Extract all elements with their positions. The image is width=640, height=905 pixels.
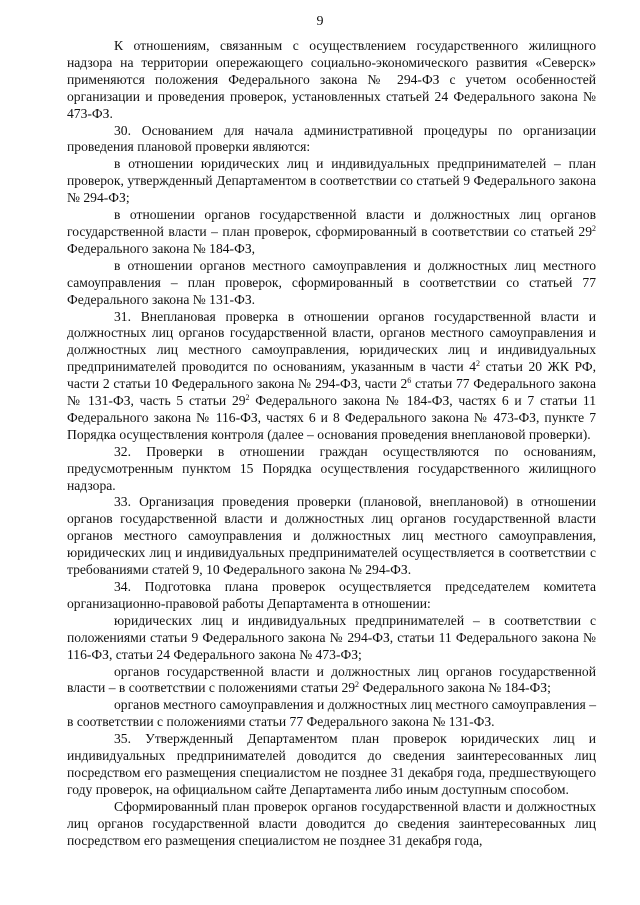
paragraph: органов местного самоуправления и должностных лиц местного самоуправления – в соответствии с положениями статьи 77 Федерального закона № 131-ФЗ. xyxy=(67,697,596,730)
paragraph: в отношении органов государственной власти и должностных лиц органов государственной власти – план проверок, сформированный в соответствии со статьей $29^2$ Федерального закона № 184-ФЗ, xyxy=(67,207,596,256)
paragraph: 33. Организация проведения проверки (плановой, внеплановой) в отношении органов государственной власти и должностных лиц органов государственной власти органов местного самоуправления и должностных лиц местного самоуправления, юридических лиц и индивидуальных предпринимателей осуществляется в соответствии с требованиями статей 9, 10 Федерального закона № 294-ФЗ. xyxy=(67,494,596,578)
paragraph: 35. Утвержденный Департаментом план проверок юридических лиц и индивидуальных предпринимателей доводится до сведения заинтересованных лиц посредством его размещения специалистом не позднее 31 декабря года, предшествующего году проверок, на официальном сайте Департамента либо иным доступным способом. xyxy=(67,731,596,797)
page-number: 9 xyxy=(316,14,324,29)
document-body xyxy=(67,38,596,850)
paragraph: 30. Основанием для начала административной процедуры по организации проведения плановой проверки являются: xyxy=(67,122,596,155)
paragraph: органов государственной власти и должностных лиц органов государственной власти – в соответствии с положениями статьи $29^2$ Федерального закона № 184-ФЗ; xyxy=(67,663,596,696)
paragraph: Сформированный план проверок органов государственной власти и должностных лиц органов государственной власти доводится до сведения заинтересованных лиц посредством его размещения специалистом не позднее 31 декабря года, xyxy=(67,798,596,848)
paragraph: юридических лиц и индивидуальных предпринимателей – в соответствии с положениями статьи 9 Федерального закона № 294-ФЗ, статьи 11 Федерального закона № 116-ФЗ, статьи 24 Федерального закона № 473-ФЗ; xyxy=(67,612,596,662)
paragraph: в отношении органов местного самоуправления и должностных лиц местного самоуправления – план проверок, сформированный в соответствии со статьей 77 Федерального закона № 131-ФЗ. xyxy=(67,257,596,307)
paragraph: 34. Подготовка плана проверок осуществляется председателем комитета организационно-правовой работы Департамента в отношении: xyxy=(67,579,596,611)
paragraph: 31. Внеплановая проверка в отношении органов государственной власти и должностных лиц органов государственной власти, органов местного самоуправления и должностных лиц местного самоуправления, юридических лиц и индивидуальных предпринимателей проводится по основаниям, указанным в части $4^2$ статьи 20 ЖК РФ, части 2 статьи 10 Федерального закона № 294-ФЗ, части $2^6$ статьи 77 Федерального закона № 131-ФЗ, часть 5 статьи $29^2$ Федерального закона № 184-ФЗ, частях 6 и 7 статьи 11 Федерального закона № 116-ФЗ, частях 6 и 8 Федерального закона № 473-ФЗ, пункте 7 Порядка осуществления контроля (далее – основания проведения внеплановой проверки). xyxy=(67,308,597,442)
paragraph: в отношении юридических лиц и индивидуальных предпринимателей – план проверок, утвержденный Департаментом в соответствии со статьей 9 Федерального закона № 294-ФЗ; xyxy=(67,156,596,206)
paragraph: К отношениям, связанным с осуществлением государственного жилищного надзора на территории опережающего социально-экономического развития «Северск» применяются положения Федерального закона № 294-ФЗ с учетом особенностей организации и проведения проверок, установленных статьей 24 Федерального закона № 473-ФЗ. xyxy=(67,38,596,121)
paragraph: 32. Проверки в отношении граждан осуществляются по основаниям, предусмотренным пунктом 15 Порядка осуществления государственного жилищного надзора. xyxy=(67,443,596,493)
